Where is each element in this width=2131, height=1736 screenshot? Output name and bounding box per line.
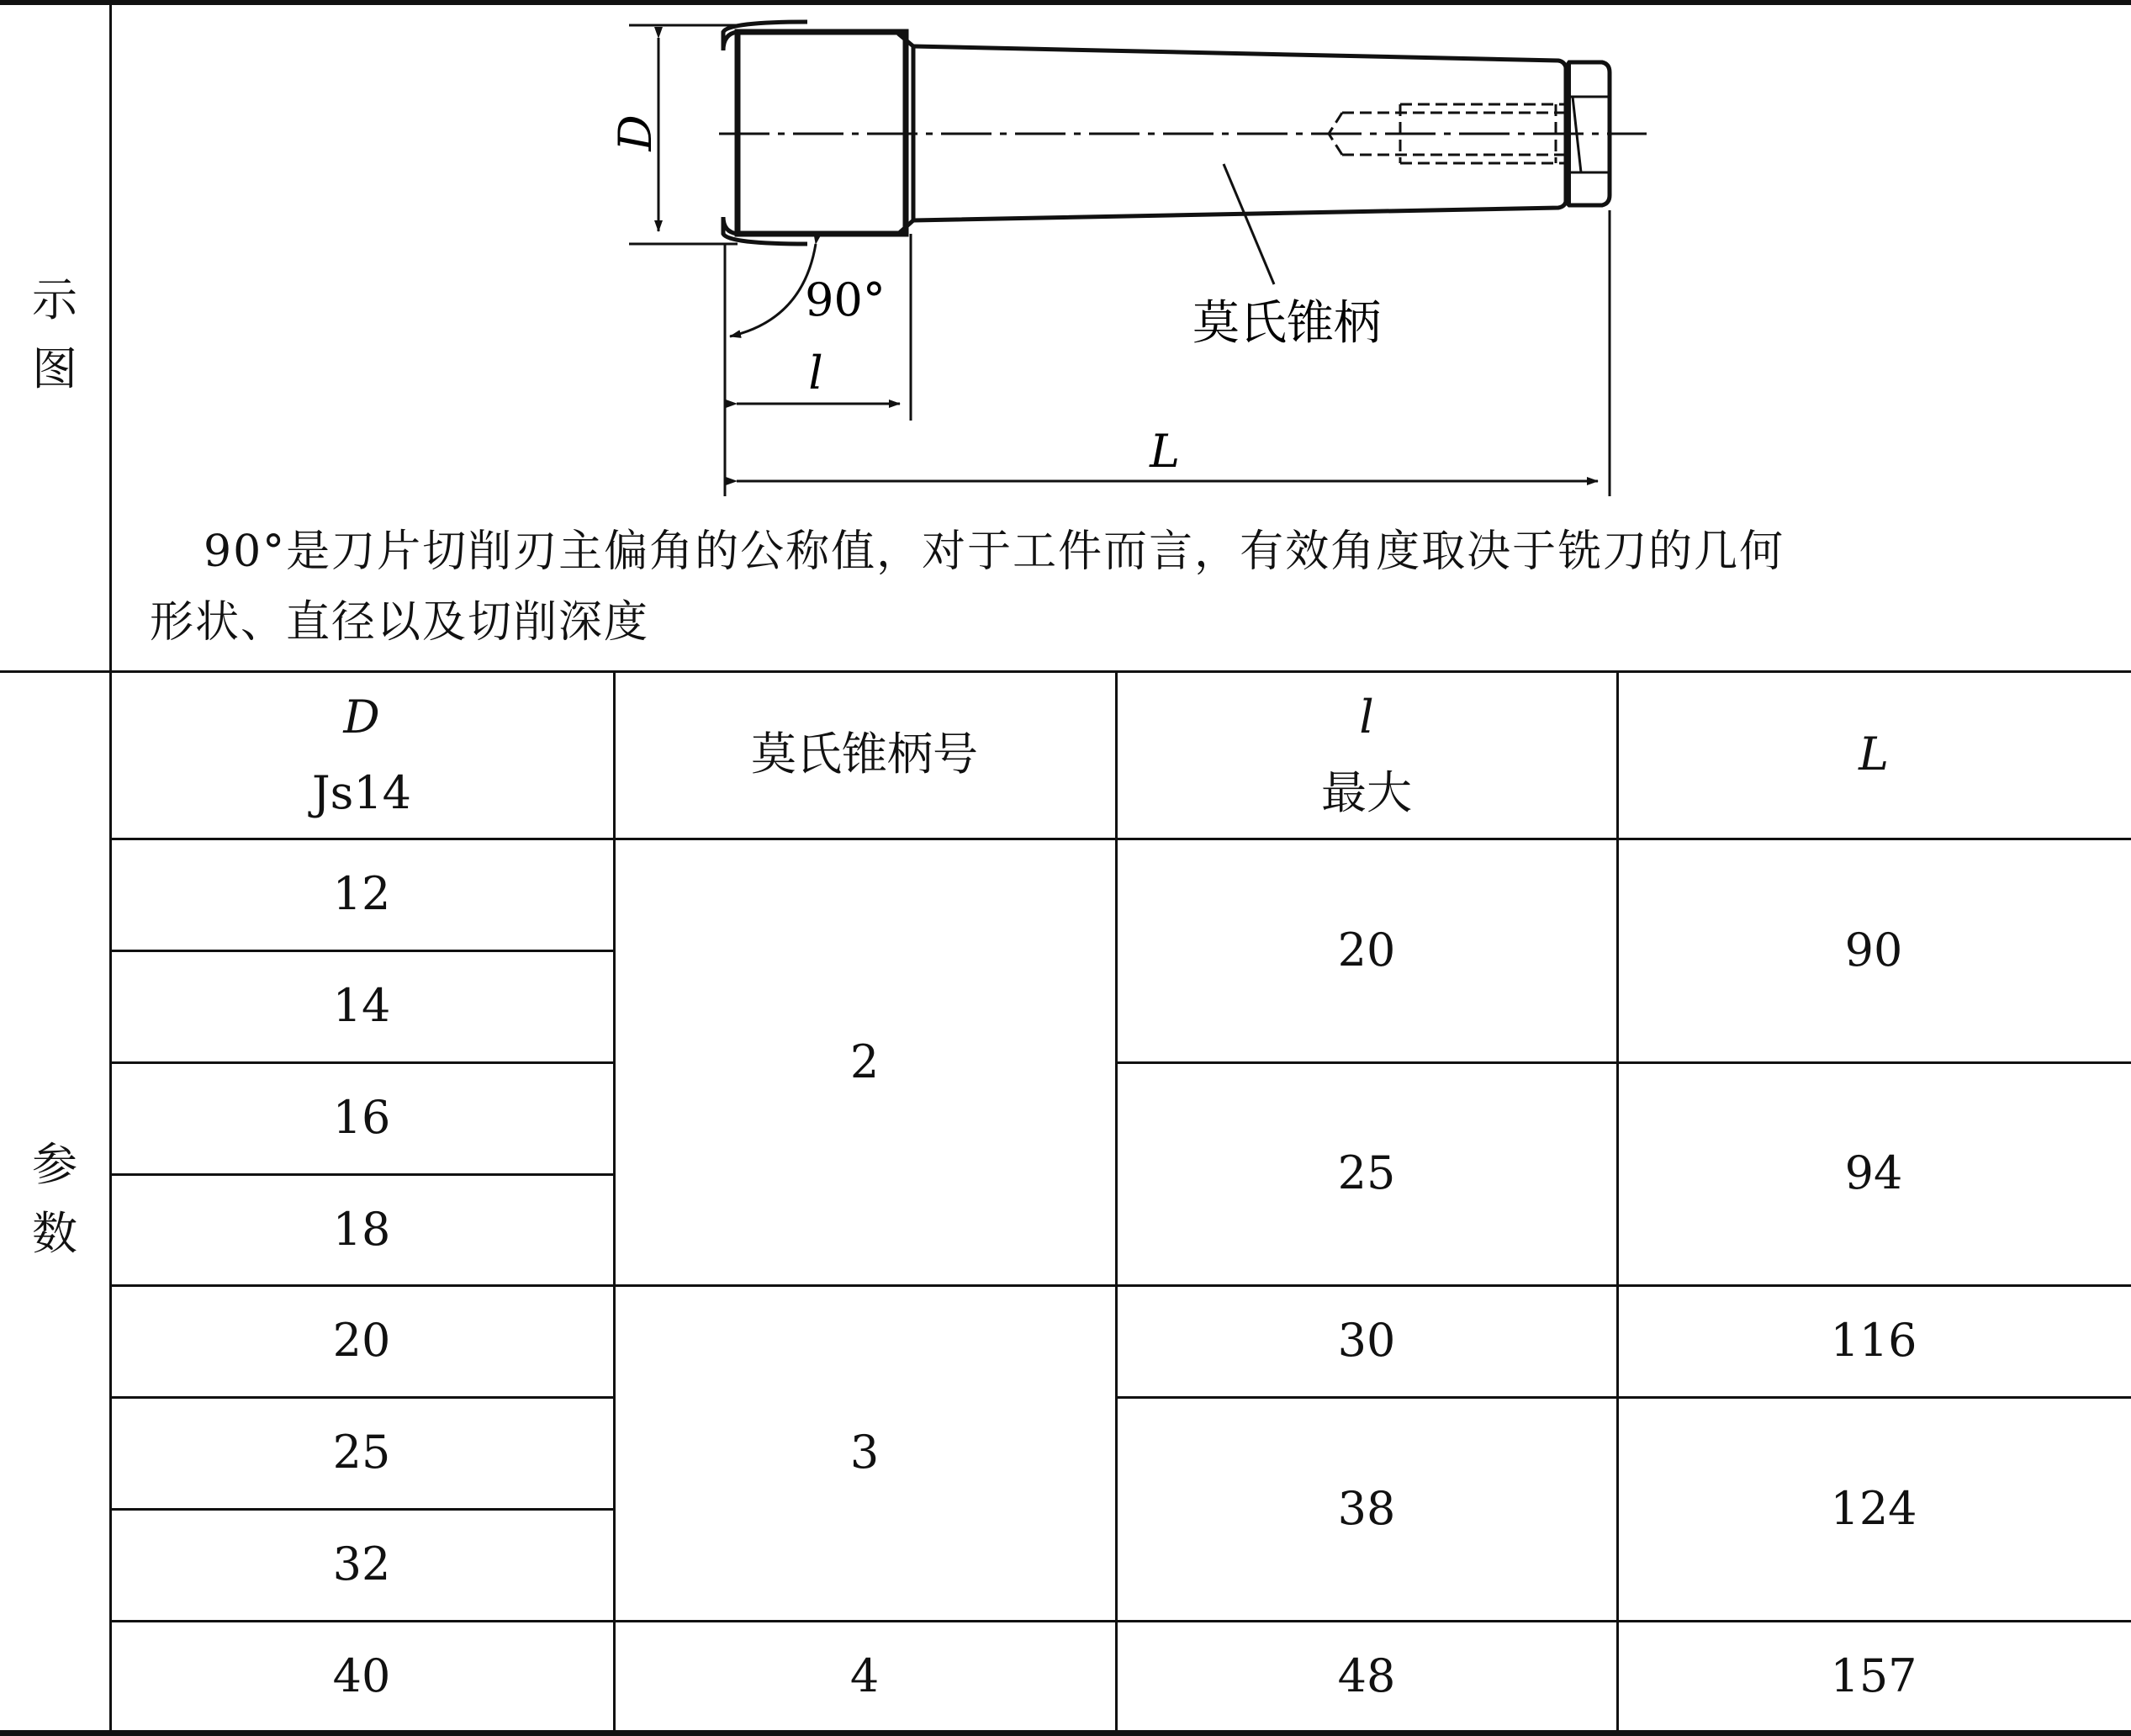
- angle-label: 90°: [805, 273, 886, 326]
- d-value: 16: [332, 1091, 391, 1144]
- d-dimension-label: D: [609, 114, 662, 151]
- l-value: 20: [1337, 924, 1396, 977]
- l-dimension-label: l: [808, 347, 823, 400]
- d-value: 25: [332, 1426, 391, 1479]
- col-divider-3: [1616, 671, 1619, 1733]
- d-value: 18: [332, 1203, 391, 1256]
- header-taper-no: 莫氏锥柄号: [751, 728, 978, 781]
- l-value: 25: [1337, 1146, 1396, 1199]
- angle-arc: [730, 244, 816, 336]
- d-value: 12: [332, 867, 391, 920]
- header-l-qualifier: 最大: [1321, 766, 1412, 819]
- shank-leader: [1224, 164, 1274, 284]
- d-row-sep: [110, 1173, 614, 1176]
- L-value: 94: [1844, 1146, 1903, 1199]
- L-value: 116: [1830, 1314, 1917, 1367]
- l-value: 38: [1337, 1482, 1396, 1535]
- border-bottom: [0, 1730, 2131, 1736]
- d-row-sep: [110, 1061, 614, 1064]
- d-value: 40: [332, 1649, 391, 1702]
- header-bottom: [110, 838, 2131, 840]
- L-value: 124: [1830, 1482, 1917, 1535]
- d-row-sep: [110, 1396, 614, 1399]
- d-value: 14: [332, 979, 391, 1032]
- diagram-section-label: 示图: [32, 273, 77, 395]
- lL-row-sep: [1116, 1396, 2131, 1399]
- d-row-sep: [110, 1508, 614, 1511]
- L-value: 90: [1844, 924, 1903, 977]
- d-value: 32: [332, 1538, 391, 1590]
- params-section-label: 参数: [32, 1138, 77, 1260]
- d-row-sep: [110, 950, 614, 952]
- L-value: 157: [1830, 1649, 1917, 1702]
- L-dimension-label: L: [1150, 425, 1180, 478]
- taper-value: 2: [849, 1035, 880, 1088]
- note-line-2: 形状、直径以及切削深度: [150, 597, 650, 648]
- col-divider-1: [613, 671, 616, 1733]
- group-sep: [110, 1284, 2131, 1287]
- taper-value: 4: [849, 1649, 880, 1702]
- header-d-tolerance: Js14: [311, 766, 412, 819]
- l-value: 48: [1337, 1649, 1396, 1702]
- shank-label: 莫氏锥柄: [1192, 296, 1381, 351]
- header-l-symbol: l: [1359, 691, 1374, 744]
- group-sep: [110, 1620, 2131, 1622]
- lL-row-sep: [1116, 1061, 2131, 1064]
- d-value: 20: [332, 1314, 391, 1367]
- header-L-symbol: L: [1859, 728, 1889, 781]
- taper-value: 3: [849, 1426, 880, 1479]
- header-d-symbol: D: [343, 691, 380, 744]
- note-line-1: 90°是刀片切削刃主偏角的公称值，对于工件而言，有效角度取决于铣刀的几何: [204, 527, 1785, 577]
- l-value: 30: [1337, 1314, 1396, 1367]
- col-divider-2: [1115, 671, 1118, 1733]
